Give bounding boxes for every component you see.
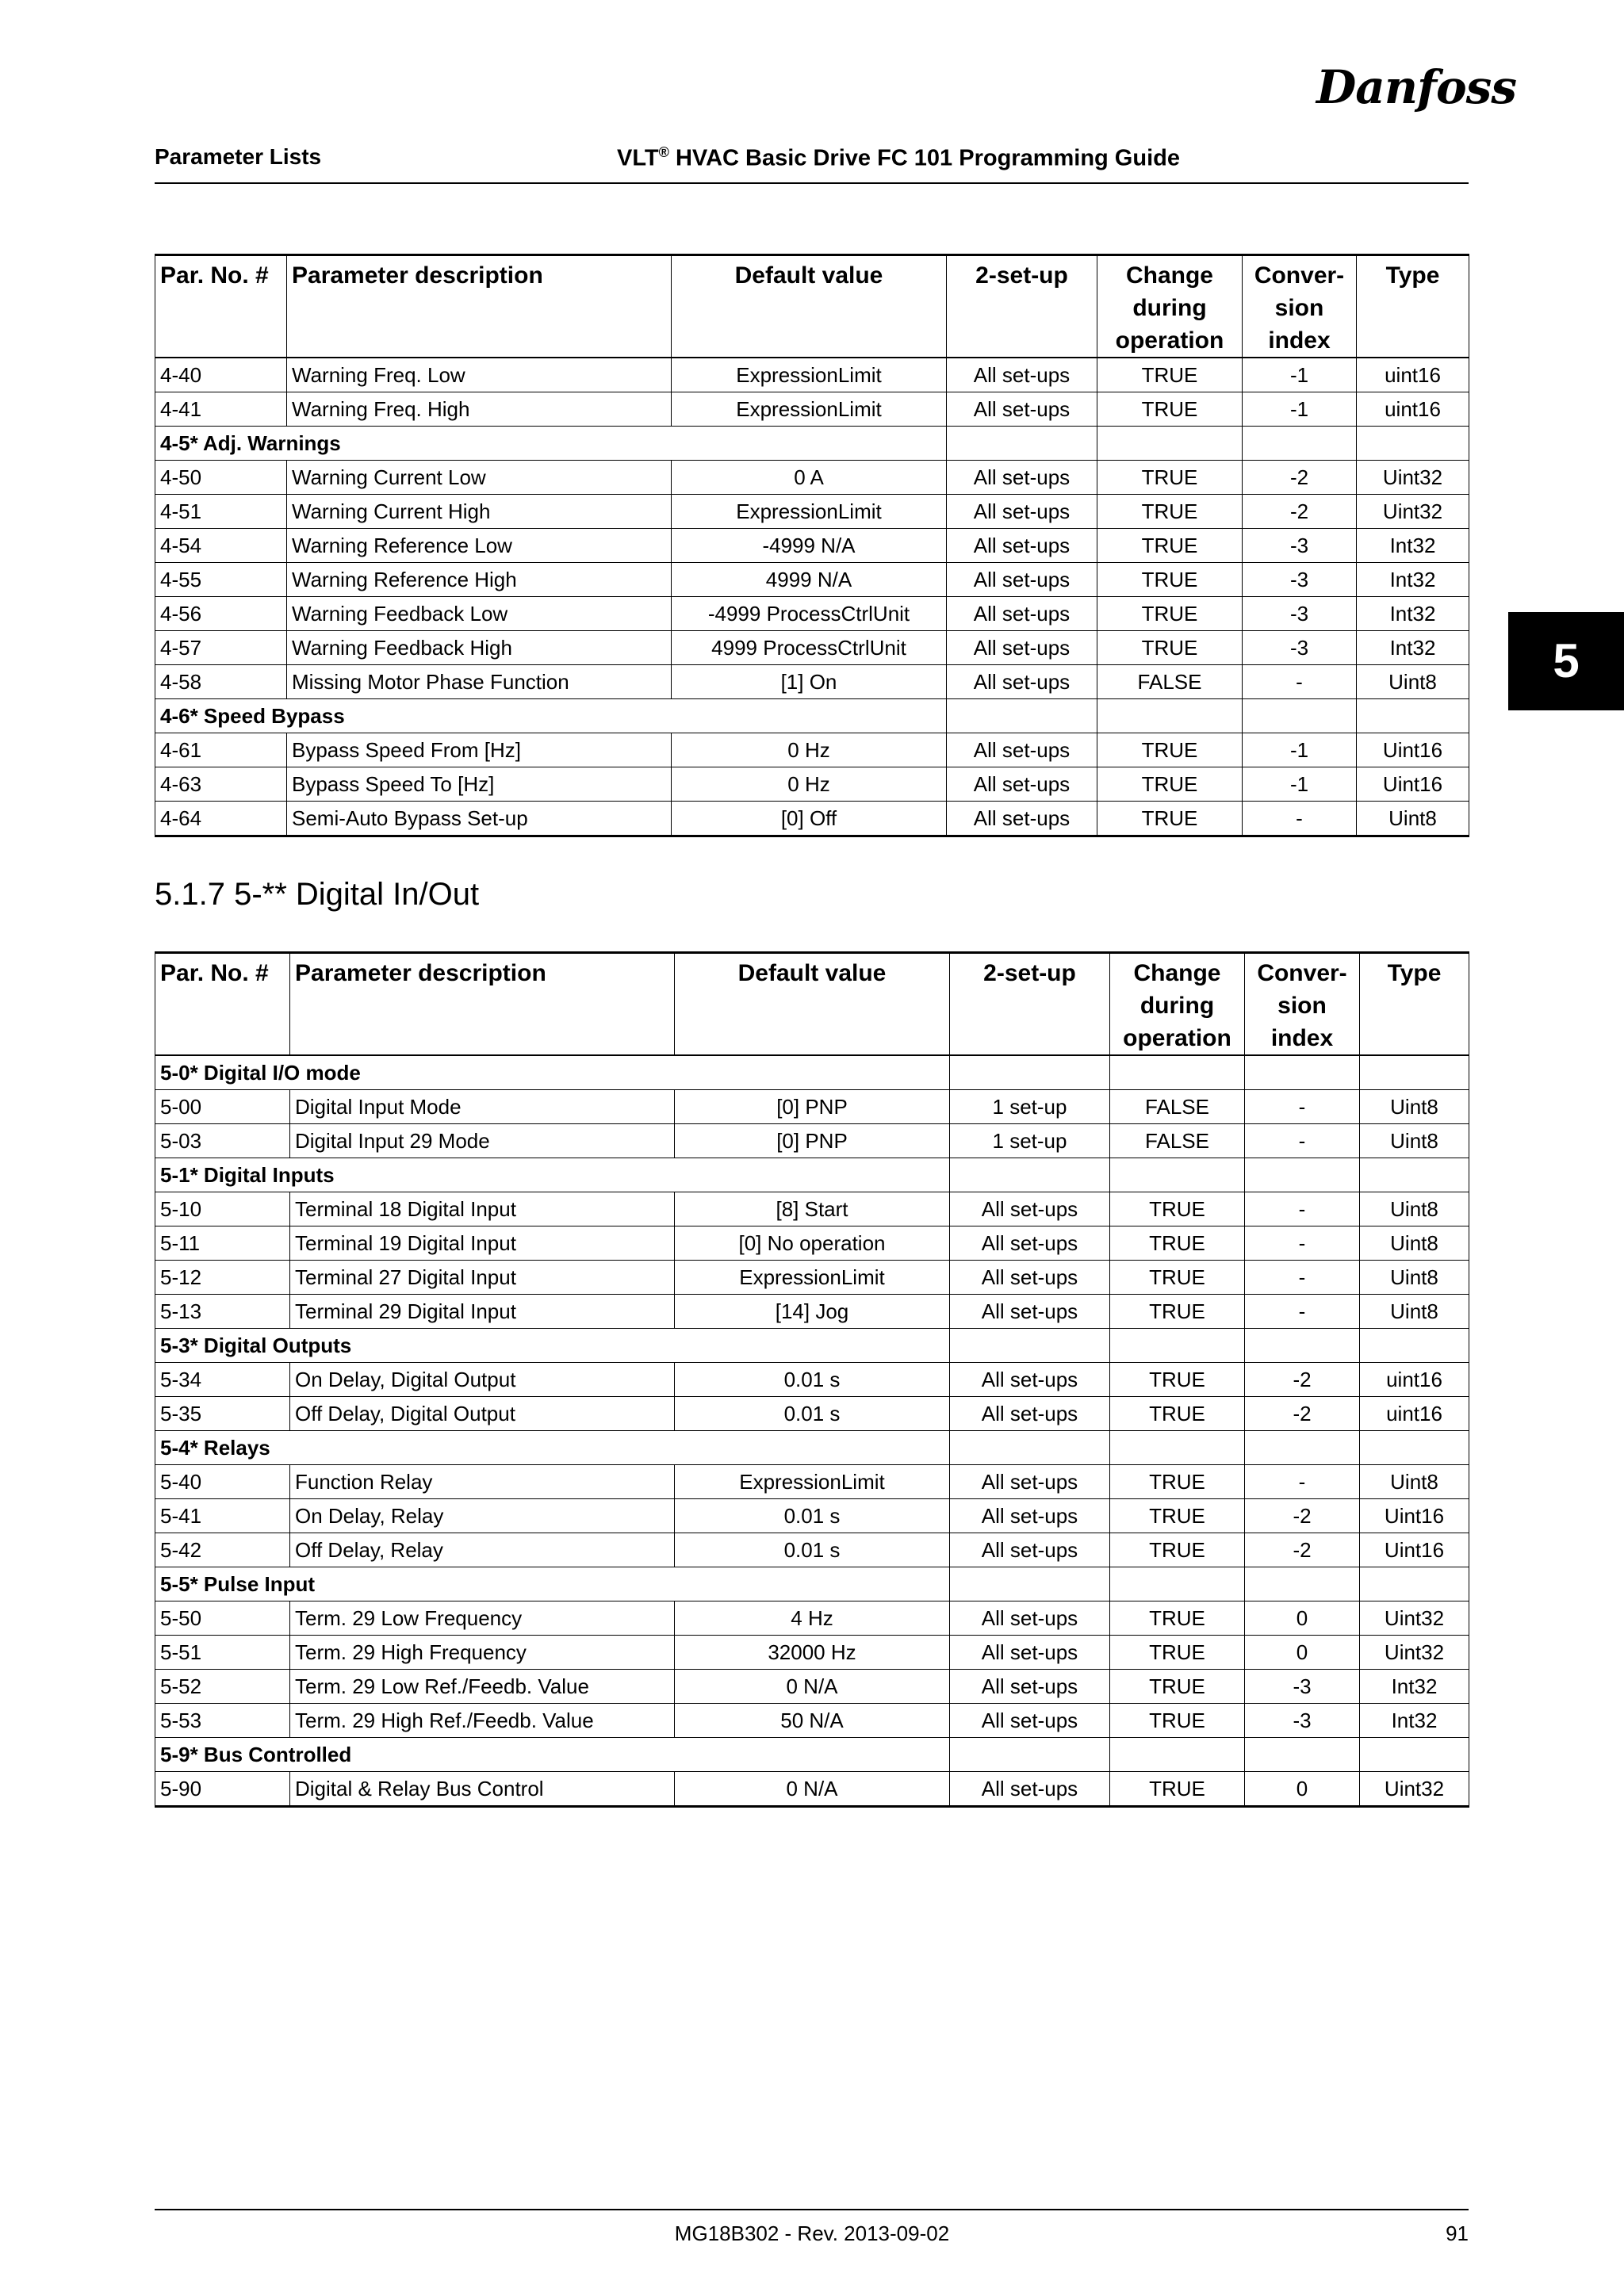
col-conversion: Conver-sion index	[1245, 953, 1360, 1056]
par-no-cell: 5-42	[155, 1533, 290, 1567]
setup-cell: All set-ups	[950, 1704, 1110, 1738]
default-cell: 0 A	[672, 461, 947, 495]
col-type: Type	[1360, 953, 1469, 1056]
empty-cell	[1110, 1158, 1245, 1192]
setup-cell: All set-ups	[947, 392, 1097, 427]
conversion-cell: -2	[1243, 461, 1357, 495]
description-cell: Digital Input Mode	[290, 1090, 675, 1124]
empty-cell	[950, 1329, 1110, 1363]
type-cell: Uint32	[1357, 461, 1469, 495]
change-cell: TRUE	[1110, 1465, 1245, 1499]
type-cell: Uint8	[1360, 1261, 1469, 1295]
default-cell: ExpressionLimit	[675, 1465, 950, 1499]
setup-cell: 1 set-up	[950, 1124, 1110, 1158]
description-cell: Missing Motor Phase Function	[287, 665, 672, 699]
parameter-table-5	[155, 951, 1469, 1808]
conversion-cell: -	[1245, 1124, 1360, 1158]
empty-cell	[950, 1055, 1110, 1090]
empty-cell	[1243, 699, 1357, 733]
type-cell: Int32	[1360, 1704, 1469, 1738]
table-row	[155, 1295, 1469, 1329]
col-description: Parameter description	[290, 953, 675, 1056]
group-row	[155, 1738, 1469, 1772]
group-row	[155, 1567, 1469, 1601]
setup-cell: All set-ups	[947, 802, 1097, 836]
table-row	[155, 597, 1469, 631]
table-row	[155, 1772, 1469, 1807]
change-cell: TRUE	[1097, 358, 1243, 392]
group-row	[155, 1431, 1469, 1465]
section-heading: 5.1.7 5-** Digital In/Out	[155, 877, 480, 912]
default-cell: 0 Hz	[672, 767, 947, 802]
table-row	[155, 1192, 1469, 1226]
empty-cell	[1245, 1329, 1360, 1363]
description-cell: Bypass Speed To [Hz]	[287, 767, 672, 802]
default-cell: 0.01 s	[675, 1499, 950, 1533]
change-cell: TRUE	[1110, 1226, 1245, 1261]
type-cell: Uint8	[1360, 1090, 1469, 1124]
type-cell: Int32	[1357, 631, 1469, 665]
description-cell: Terminal 27 Digital Input	[290, 1261, 675, 1295]
col-default: Default value	[675, 953, 950, 1056]
conversion-cell: -3	[1245, 1670, 1360, 1704]
change-cell: TRUE	[1097, 597, 1243, 631]
change-cell: TRUE	[1097, 767, 1243, 802]
setup-cell: All set-ups	[950, 1295, 1110, 1329]
page-number: 91	[1446, 2221, 1469, 2245]
description-cell: Off Delay, Relay	[290, 1533, 675, 1567]
empty-cell	[1097, 699, 1243, 733]
description-cell: Semi-Auto Bypass Set-up	[287, 802, 672, 836]
default-cell: 0.01 s	[675, 1533, 950, 1567]
type-cell: Uint8	[1360, 1295, 1469, 1329]
type-cell: Uint8	[1357, 802, 1469, 836]
setup-cell: All set-ups	[947, 495, 1097, 529]
conversion-cell: -3	[1243, 529, 1357, 563]
description-cell: Digital & Relay Bus Control	[290, 1772, 675, 1807]
col-conversion: Conver-sion index	[1243, 255, 1357, 358]
change-cell: TRUE	[1097, 495, 1243, 529]
type-cell: Uint8	[1360, 1192, 1469, 1226]
table-header-row	[155, 953, 1469, 1056]
table-row	[155, 392, 1469, 427]
setup-cell: All set-ups	[947, 665, 1097, 699]
description-cell: Bypass Speed From [Hz]	[287, 733, 672, 767]
type-cell: Uint16	[1357, 733, 1469, 767]
conversion-cell: -	[1245, 1295, 1360, 1329]
col-setup: 2-set-up	[947, 255, 1097, 358]
empty-cell	[1357, 427, 1469, 461]
par-no-cell: 5-03	[155, 1124, 290, 1158]
table-row	[155, 1124, 1469, 1158]
default-cell: [8] Start	[675, 1192, 950, 1226]
header-document-title: VLT® HVAC Basic Drive FC 101 Programming Guide	[617, 144, 1180, 171]
empty-cell	[950, 1738, 1110, 1772]
par-no-cell: 5-52	[155, 1670, 290, 1704]
default-cell: [0] Off	[672, 802, 947, 836]
type-cell: Uint8	[1360, 1226, 1469, 1261]
table-row	[155, 1090, 1469, 1124]
change-cell: TRUE	[1110, 1363, 1245, 1397]
par-no-cell: 5-34	[155, 1363, 290, 1397]
header-rule	[155, 182, 1469, 184]
description-cell: Warning Current High	[287, 495, 672, 529]
par-no-cell: 5-50	[155, 1601, 290, 1636]
default-cell: [1] On	[672, 665, 947, 699]
empty-cell	[950, 1567, 1110, 1601]
table-header-row	[155, 255, 1469, 358]
table-row	[155, 1601, 1469, 1636]
par-no-cell: 4-50	[155, 461, 287, 495]
par-no-cell: 4-54	[155, 529, 287, 563]
table-row	[155, 461, 1469, 495]
group-label: 5-4* Relays	[155, 1431, 950, 1465]
chapter-tab: 5	[1508, 612, 1624, 710]
par-no-cell: 5-13	[155, 1295, 290, 1329]
danfoss-logo: Danfoss	[1316, 60, 1516, 114]
setup-cell: All set-ups	[950, 1192, 1110, 1226]
setup-cell: All set-ups	[947, 529, 1097, 563]
description-cell: Term. 29 Low Frequency	[290, 1601, 675, 1636]
empty-cell	[1110, 1055, 1245, 1090]
default-cell: 0.01 s	[675, 1397, 950, 1431]
default-cell: 0 Hz	[672, 733, 947, 767]
change-cell: TRUE	[1097, 563, 1243, 597]
description-cell: Warning Reference High	[287, 563, 672, 597]
empty-cell	[1110, 1329, 1245, 1363]
empty-cell	[1110, 1738, 1245, 1772]
empty-cell	[1360, 1329, 1469, 1363]
col-par-no: Par. No. #	[155, 255, 287, 358]
change-cell: TRUE	[1097, 631, 1243, 665]
change-cell: FALSE	[1097, 665, 1243, 699]
col-change: Change during operation	[1110, 953, 1245, 1056]
table-row	[155, 1261, 1469, 1295]
par-no-cell: 5-12	[155, 1261, 290, 1295]
description-cell: Term. 29 High Ref./Feedb. Value	[290, 1704, 675, 1738]
type-cell: Uint8	[1357, 665, 1469, 699]
table-row	[155, 1704, 1469, 1738]
conversion-cell: -2	[1245, 1499, 1360, 1533]
setup-cell: All set-ups	[947, 767, 1097, 802]
default-cell: 50 N/A	[675, 1704, 950, 1738]
description-cell: Term. 29 Low Ref./Feedb. Value	[290, 1670, 675, 1704]
setup-cell: All set-ups	[947, 358, 1097, 392]
table-row	[155, 631, 1469, 665]
setup-cell: All set-ups	[950, 1261, 1110, 1295]
group-label: 5-5* Pulse Input	[155, 1567, 950, 1601]
description-cell: Warning Freq. Low	[287, 358, 672, 392]
default-cell: 0 N/A	[675, 1670, 950, 1704]
empty-cell	[1245, 1431, 1360, 1465]
setup-cell: All set-ups	[947, 631, 1097, 665]
conversion-cell: -1	[1243, 392, 1357, 427]
default-cell: ExpressionLimit	[672, 392, 947, 427]
conversion-cell: -	[1243, 802, 1357, 836]
default-cell: -4999 ProcessCtrlUnit	[672, 597, 947, 631]
default-cell: 0 N/A	[675, 1772, 950, 1807]
table-row	[155, 529, 1469, 563]
table-row	[155, 1533, 1469, 1567]
par-no-cell: 5-11	[155, 1226, 290, 1261]
change-cell: TRUE	[1110, 1704, 1245, 1738]
setup-cell: 1 set-up	[950, 1090, 1110, 1124]
change-cell: TRUE	[1110, 1670, 1245, 1704]
table-row	[155, 733, 1469, 767]
setup-cell: All set-ups	[950, 1397, 1110, 1431]
table-row	[155, 1636, 1469, 1670]
description-cell: On Delay, Relay	[290, 1499, 675, 1533]
group-row	[155, 1055, 1469, 1090]
group-label: 5-0* Digital I/O mode	[155, 1055, 950, 1090]
par-no-cell: 4-61	[155, 733, 287, 767]
default-cell: 4999 ProcessCtrlUnit	[672, 631, 947, 665]
type-cell: Uint16	[1357, 767, 1469, 802]
conversion-cell: -	[1243, 665, 1357, 699]
type-cell: Uint16	[1360, 1499, 1469, 1533]
group-label: 5-1* Digital Inputs	[155, 1158, 950, 1192]
description-cell: Off Delay, Digital Output	[290, 1397, 675, 1431]
conversion-cell: -1	[1243, 767, 1357, 802]
conversion-cell: -	[1245, 1226, 1360, 1261]
conversion-cell: -	[1245, 1090, 1360, 1124]
change-cell: TRUE	[1097, 733, 1243, 767]
col-par-no: Par. No. #	[155, 953, 290, 1056]
change-cell: TRUE	[1110, 1295, 1245, 1329]
table-row	[155, 1226, 1469, 1261]
conversion-cell: -2	[1245, 1363, 1360, 1397]
table-row	[155, 563, 1469, 597]
par-no-cell: 5-35	[155, 1397, 290, 1431]
default-cell: [0] PNP	[675, 1124, 950, 1158]
description-cell: Digital Input 29 Mode	[290, 1124, 675, 1158]
par-no-cell: 5-40	[155, 1465, 290, 1499]
empty-cell	[1360, 1567, 1469, 1601]
change-cell: TRUE	[1110, 1601, 1245, 1636]
change-cell: TRUE	[1110, 1636, 1245, 1670]
default-cell: [0] No operation	[675, 1226, 950, 1261]
empty-cell	[1097, 427, 1243, 461]
par-no-cell: 4-40	[155, 358, 287, 392]
group-label: 5-9* Bus Controlled	[155, 1738, 950, 1772]
empty-cell	[1360, 1738, 1469, 1772]
empty-cell	[947, 699, 1097, 733]
change-cell: TRUE	[1097, 529, 1243, 563]
description-cell: Warning Feedback High	[287, 631, 672, 665]
conversion-cell: -1	[1243, 358, 1357, 392]
empty-cell	[1357, 699, 1469, 733]
par-no-cell: 5-10	[155, 1192, 290, 1226]
default-cell: 32000 Hz	[675, 1636, 950, 1670]
conversion-cell: -2	[1245, 1533, 1360, 1567]
par-no-cell: 5-51	[155, 1636, 290, 1670]
group-label: 5-3* Digital Outputs	[155, 1329, 950, 1363]
col-change: Change during operation	[1097, 255, 1243, 358]
conversion-cell: -2	[1245, 1397, 1360, 1431]
table-row	[155, 495, 1469, 529]
conversion-cell: -3	[1243, 631, 1357, 665]
type-cell: Int32	[1360, 1670, 1469, 1704]
par-no-cell: 5-00	[155, 1090, 290, 1124]
table-row	[155, 1363, 1469, 1397]
empty-cell	[947, 427, 1097, 461]
type-cell: Uint16	[1360, 1533, 1469, 1567]
conversion-cell: -	[1245, 1261, 1360, 1295]
conversion-cell: -2	[1243, 495, 1357, 529]
description-cell: Warning Current Low	[287, 461, 672, 495]
conversion-cell: -1	[1243, 733, 1357, 767]
par-no-cell: 4-56	[155, 597, 287, 631]
col-description: Parameter description	[287, 255, 672, 358]
setup-cell: All set-ups	[947, 597, 1097, 631]
conversion-cell: -3	[1243, 563, 1357, 597]
table-row	[155, 1670, 1469, 1704]
type-cell: Uint32	[1360, 1636, 1469, 1670]
change-cell: FALSE	[1110, 1124, 1245, 1158]
default-cell: -4999 N/A	[672, 529, 947, 563]
group-label: 4-5* Adj. Warnings	[155, 427, 947, 461]
type-cell: uint16	[1357, 392, 1469, 427]
type-cell: Uint32	[1360, 1772, 1469, 1807]
setup-cell: All set-ups	[950, 1226, 1110, 1261]
par-no-cell: 4-41	[155, 392, 287, 427]
conversion-cell: 0	[1245, 1636, 1360, 1670]
table-row	[155, 1465, 1469, 1499]
table-row	[155, 665, 1469, 699]
conversion-cell: 0	[1245, 1772, 1360, 1807]
description-cell: Warning Feedback Low	[287, 597, 672, 631]
setup-cell: All set-ups	[947, 461, 1097, 495]
conversion-cell: -3	[1243, 597, 1357, 631]
description-cell: Function Relay	[290, 1465, 675, 1499]
footer-doc-code: MG18B302 - Rev. 2013-09-02	[674, 2221, 950, 2245]
setup-cell: All set-ups	[950, 1670, 1110, 1704]
setup-cell: All set-ups	[947, 733, 1097, 767]
change-cell: TRUE	[1097, 461, 1243, 495]
setup-cell: All set-ups	[950, 1601, 1110, 1636]
empty-cell	[1110, 1431, 1245, 1465]
change-cell: TRUE	[1097, 392, 1243, 427]
par-no-cell: 4-51	[155, 495, 287, 529]
group-row	[155, 1158, 1469, 1192]
default-cell: [0] PNP	[675, 1090, 950, 1124]
setup-cell: All set-ups	[950, 1465, 1110, 1499]
empty-cell	[1243, 427, 1357, 461]
table-row	[155, 767, 1469, 802]
change-cell: TRUE	[1110, 1772, 1245, 1807]
par-no-cell: 4-58	[155, 665, 287, 699]
par-no-cell: 5-90	[155, 1772, 290, 1807]
par-no-cell: 4-63	[155, 767, 287, 802]
conversion-cell: -	[1245, 1465, 1360, 1499]
table-row	[155, 358, 1469, 392]
table-row	[155, 802, 1469, 836]
type-cell: Uint8	[1360, 1465, 1469, 1499]
group-row	[155, 427, 1469, 461]
footer-rule	[155, 2209, 1469, 2210]
setup-cell: All set-ups	[950, 1363, 1110, 1397]
empty-cell	[950, 1158, 1110, 1192]
type-cell: uint16	[1360, 1363, 1469, 1397]
par-no-cell: 4-55	[155, 563, 287, 597]
change-cell: TRUE	[1110, 1397, 1245, 1431]
type-cell: Uint32	[1360, 1601, 1469, 1636]
table-row	[155, 1499, 1469, 1533]
par-no-cell: 5-53	[155, 1704, 290, 1738]
type-cell: Int32	[1357, 563, 1469, 597]
setup-cell: All set-ups	[950, 1772, 1110, 1807]
group-label: 4-6* Speed Bypass	[155, 699, 947, 733]
description-cell: Terminal 18 Digital Input	[290, 1192, 675, 1226]
empty-cell	[1360, 1055, 1469, 1090]
default-cell: ExpressionLimit	[672, 495, 947, 529]
par-no-cell: 4-64	[155, 802, 287, 836]
col-default: Default value	[672, 255, 947, 358]
empty-cell	[1360, 1158, 1469, 1192]
change-cell: TRUE	[1110, 1261, 1245, 1295]
empty-cell	[1360, 1431, 1469, 1465]
change-cell: FALSE	[1110, 1090, 1245, 1124]
type-cell: uint16	[1357, 358, 1469, 392]
type-cell: Uint32	[1357, 495, 1469, 529]
par-no-cell: 5-41	[155, 1499, 290, 1533]
header-section-label: Parameter Lists	[155, 144, 322, 169]
description-cell: Warning Reference Low	[287, 529, 672, 563]
empty-cell	[1110, 1567, 1245, 1601]
group-row	[155, 1329, 1469, 1363]
group-row	[155, 699, 1469, 733]
par-no-cell: 4-57	[155, 631, 287, 665]
setup-cell: All set-ups	[950, 1636, 1110, 1670]
type-cell: uint16	[1360, 1397, 1469, 1431]
default-cell: 4 Hz	[675, 1601, 950, 1636]
empty-cell	[1245, 1158, 1360, 1192]
empty-cell	[1245, 1567, 1360, 1601]
empty-cell	[1245, 1738, 1360, 1772]
change-cell: TRUE	[1097, 802, 1243, 836]
description-cell: On Delay, Digital Output	[290, 1363, 675, 1397]
setup-cell: All set-ups	[950, 1533, 1110, 1567]
description-cell: Terminal 19 Digital Input	[290, 1226, 675, 1261]
type-cell: Uint8	[1360, 1124, 1469, 1158]
change-cell: TRUE	[1110, 1499, 1245, 1533]
table-row	[155, 1397, 1469, 1431]
change-cell: TRUE	[1110, 1533, 1245, 1567]
conversion-cell: -	[1245, 1192, 1360, 1226]
default-cell: 4999 N/A	[672, 563, 947, 597]
parameter-table-4	[155, 254, 1469, 837]
default-cell: ExpressionLimit	[675, 1261, 950, 1295]
empty-cell	[1245, 1055, 1360, 1090]
default-cell: ExpressionLimit	[672, 358, 947, 392]
description-cell: Term. 29 High Frequency	[290, 1636, 675, 1670]
default-cell: [14] Jog	[675, 1295, 950, 1329]
col-setup: 2-set-up	[950, 953, 1110, 1056]
type-cell: Int32	[1357, 529, 1469, 563]
setup-cell: All set-ups	[950, 1499, 1110, 1533]
change-cell: TRUE	[1110, 1192, 1245, 1226]
empty-cell	[950, 1431, 1110, 1465]
setup-cell: All set-ups	[947, 563, 1097, 597]
type-cell: Int32	[1357, 597, 1469, 631]
description-cell: Terminal 29 Digital Input	[290, 1295, 675, 1329]
col-type: Type	[1357, 255, 1469, 358]
description-cell: Warning Freq. High	[287, 392, 672, 427]
conversion-cell: -3	[1245, 1704, 1360, 1738]
conversion-cell: 0	[1245, 1601, 1360, 1636]
default-cell: 0.01 s	[675, 1363, 950, 1397]
